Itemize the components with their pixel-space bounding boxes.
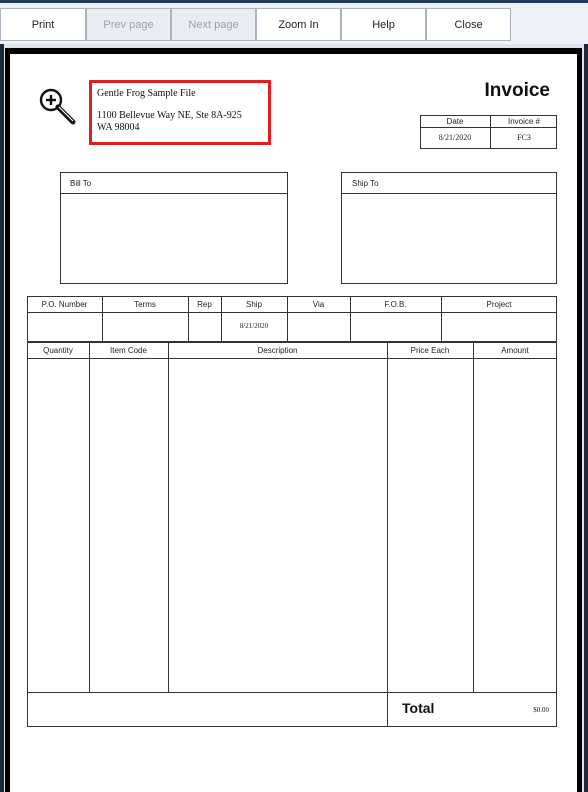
- amount-header: Amount: [501, 346, 529, 355]
- help-button[interactable]: Help: [341, 8, 426, 41]
- ship-to-box[interactable]: [341, 172, 557, 284]
- close-button[interactable]: Close: [426, 8, 511, 41]
- bill-to-label: Bill To: [70, 179, 92, 188]
- company-address-line2: WA 98004: [97, 122, 140, 133]
- invoice-number-label: Invoice #: [507, 117, 541, 126]
- company-info-highlight[interactable]: [89, 80, 271, 145]
- zoom-in-button[interactable]: Zoom In: [256, 8, 341, 41]
- total-value: $0.00: [533, 706, 549, 714]
- order-info-divider: [27, 312, 557, 313]
- quantity-header: Quantity: [43, 346, 73, 355]
- line-items-header-divider: [27, 358, 557, 359]
- next-page-button[interactable]: Next page: [171, 8, 256, 41]
- fob-header: F.O.B.: [384, 300, 407, 309]
- company-name: Gentle Frog Sample File: [97, 88, 196, 99]
- company-address-line1: 1100 Bellevue Way NE, Ste 8A-925: [97, 110, 242, 121]
- line-items-table[interactable]: [27, 342, 557, 727]
- invoice-date: 8/21/2020: [438, 133, 472, 142]
- total-label: Total: [402, 700, 435, 716]
- via-header: Via: [312, 300, 325, 309]
- frame-left-edge: [0, 44, 4, 792]
- po-number-header: P.O. Number: [41, 300, 88, 309]
- magnifier-plus-icon[interactable]: [38, 87, 78, 127]
- toolbar: [0, 0, 588, 44]
- bill-to-divider: [60, 193, 288, 194]
- print-button[interactable]: Print: [0, 8, 86, 41]
- invoice-page[interactable]: [10, 54, 577, 792]
- ship-to-divider: [341, 193, 557, 194]
- date-label: Date: [446, 117, 464, 126]
- line-items-col-divider: [168, 342, 169, 692]
- line-items-col-divider: [89, 342, 90, 692]
- ship-header: Ship: [245, 300, 262, 309]
- terms-header: Terms: [134, 300, 156, 309]
- invoice-title: Invoice: [484, 80, 550, 101]
- invoice-meta-divider: [420, 127, 557, 128]
- project-header: Project: [486, 300, 512, 309]
- totals-divider: [27, 692, 557, 693]
- invoice-number: FC3: [517, 133, 531, 142]
- prev-page-button[interactable]: Prev page: [86, 8, 171, 41]
- rep-header: Rep: [197, 300, 212, 309]
- bill-to-box[interactable]: [60, 172, 288, 284]
- frame-right-edge: [584, 44, 588, 792]
- ship-to-label: Ship To: [352, 179, 379, 188]
- description-header: Description: [257, 346, 298, 355]
- line-items-col-divider: [387, 342, 388, 727]
- price-each-header: Price Each: [410, 346, 450, 355]
- line-items-col-divider: [473, 342, 474, 692]
- item-code-header: Item Code: [110, 346, 147, 355]
- ship-date-value: 8/21/2020: [239, 322, 269, 330]
